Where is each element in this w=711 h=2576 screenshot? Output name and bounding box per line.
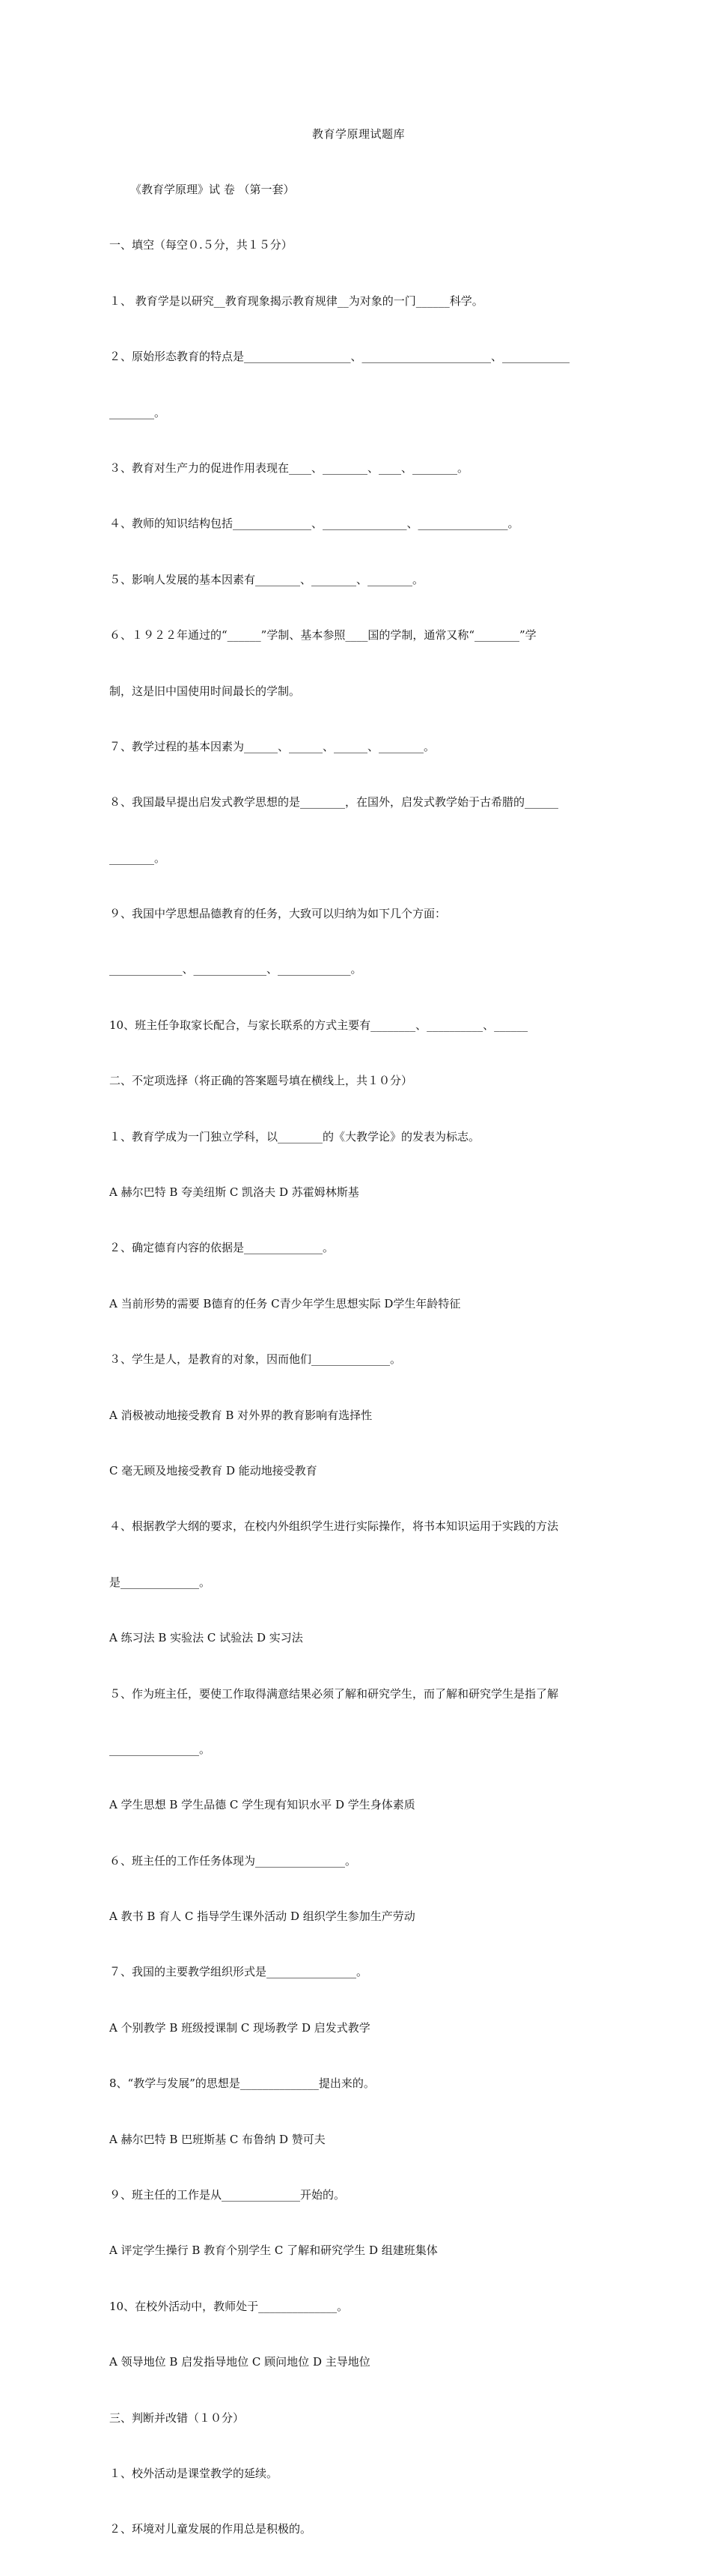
question-line: ４、教师的知识结构包括______________、_______________、________________。 <box>109 517 519 531</box>
question-line: ９、我国中学思想品德教育的任务，大致可以归纳为如下几个方面： <box>109 907 447 921</box>
question-line: 10、班主任争取家长配合，与家长联系的方式主要有________、__________、______ <box>109 1018 528 1032</box>
question-line: 10、在校外活动中，教师处于______________。 <box>109 2299 349 2313</box>
question-line: ________________。 <box>109 1742 211 1756</box>
document-title: 教育学原理试题库 <box>311 127 405 141</box>
question-line: ３、教育对生产力的促进作用表现在____、________、____、________。 <box>109 461 469 475</box>
question-line: １、 教育学是以研究__教育现象揭示教育规律__为对象的一门______科学。 <box>109 294 483 308</box>
answer-options: A 赫尔巴特 B 夸美纽斯 C 凯洛夫 D 苏霍姆林斯基 <box>109 1185 359 1200</box>
question-line: 是______________。 <box>109 1575 211 1589</box>
question-line: ________。 <box>109 851 166 865</box>
exam-subtitle: 《教育学原理》试 卷 （第一套） <box>130 182 295 196</box>
answer-options: A 当前形势的需要 B德育的任务 C青少年学生思想实际 D学生年龄特征 <box>109 1296 461 1310</box>
exam-document <box>109 88 608 2576</box>
question-line: ２、确定德育内容的依据是______________。 <box>109 1241 335 1255</box>
question-line: ３、学生是人，是教育的对象，因而他们______________。 <box>109 1352 402 1367</box>
question-line: ２、原始形态教育的特点是___________________、_______________________、____________ <box>109 350 570 364</box>
question-line: ５、影响人发展的基本因素有________、________、________。 <box>109 572 424 586</box>
answer-options: A 领导地位 B 启发指导地位 C 顾问地位 D 主导地位 <box>109 2355 370 2369</box>
question-line: 8、“教学与发展”的思想是______________提出来的。 <box>109 2077 375 2091</box>
question-line: ________。 <box>109 405 166 419</box>
answer-options: A 评定学生操行 B 教育个别学生 C 了解和研究学生 D 组建班集体 <box>109 2244 438 2258</box>
answer-options: A 练习法 B 实验法 C 试验法 D 实习法 <box>109 1631 303 1645</box>
question-line: ５、作为班主任，要使工作取得满意结果必须了解和研究学生，而了解和研究学生是指了解 <box>109 1686 559 1701</box>
answer-options: A 消极被动地接受教育 B 对外界的教育影响有选择性 <box>109 1408 373 1422</box>
question-line: ７、教学过程的基本因素为______、______、______、________。 <box>109 739 436 753</box>
question-line: ８、我国最早提出启发式教学思想的是________，在国外，启发式教学始于古希腊的______ <box>109 795 559 809</box>
question-line: 制，这是旧中国使用时间最长的学制。 <box>109 684 301 698</box>
answer-options: C 毫无顾及地接受教育 D 能动地接受教育 <box>109 1463 317 1477</box>
question-line: ６、班主任的工作任务体现为________________。 <box>109 1853 357 1868</box>
section-heading-multiple-choice: 二、不定项选择（将正确的答案题号填在横线上，共１０分） <box>109 1074 413 1088</box>
answer-options: A 赫尔巴特 B 巴班斯基 C 布鲁纳 D 赞可夫 <box>109 2132 326 2146</box>
question-line: ７、我国的主要教学组织形式是________________。 <box>109 1965 368 1979</box>
question-line: ６、１９２２年通过的“______”学制、基本参照____国的学制，通常又称“________”学 <box>109 628 537 643</box>
question-line: １、校外活动是课堂教学的延续。 <box>109 2467 278 2480</box>
question-line: １、教育学成为一门独立学科，以________的《大教学论》的发表为标志。 <box>109 1129 480 1143</box>
question-line: ４、根据教学大纲的要求，在校内外组织学生进行实际操作，将书本知识运用于实践的方法 <box>109 1519 559 1534</box>
section-heading-true-false: 三、判断并改错（１０分） <box>109 2411 245 2425</box>
question-line: ２、环境对儿童发展的作用总是积极的。 <box>109 2522 312 2536</box>
answer-options: A 教书 B 育人 C 指导学生课外活动 D 组织学生参加生产劳动 <box>109 1910 415 1924</box>
answer-options: A 个别教学 B 班级授课制 C 现场教学 D 启发式教学 <box>109 2020 370 2035</box>
answer-options: A 学生思想 B 学生品德 C 学生现有知识水平 D 学生身体素质 <box>109 1798 415 1812</box>
section-heading-fill-blank: 一、填空（每空０.５分，共１５分） <box>109 238 293 252</box>
question-line: ９、班主任的工作是从______________开始的。 <box>109 2188 346 2202</box>
question-line: _____________、_____________、_____________。 <box>109 962 362 976</box>
